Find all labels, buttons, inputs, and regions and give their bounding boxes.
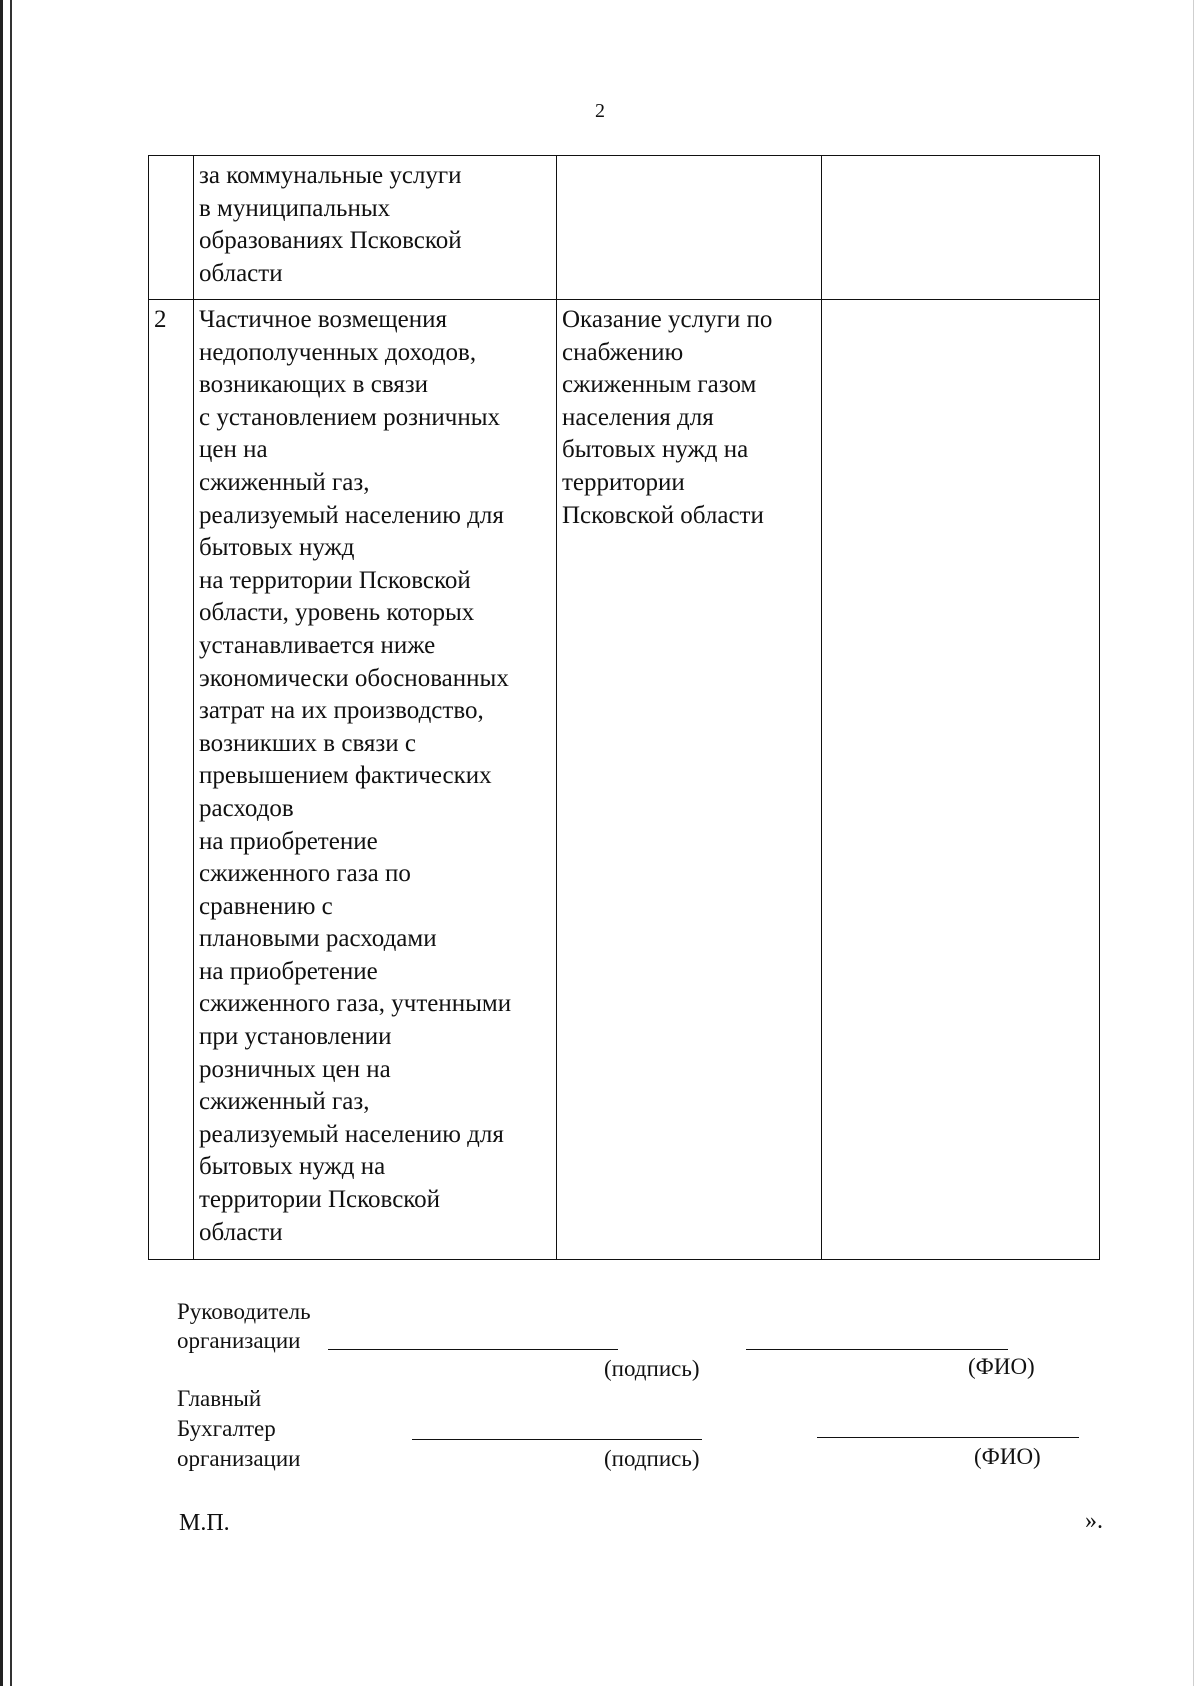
head-label-line2: организации [177,1328,301,1353]
subsidy-table [148,155,1100,1260]
extra-cell [822,300,1100,1260]
head-name-caption: (ФИО) [968,1354,1035,1379]
extra-cell [822,156,1100,300]
closing-quote: ». [1085,1508,1103,1534]
scan-border-left [0,0,3,1686]
accountant-signature-caption: (подпись) [604,1446,700,1471]
purpose-cell: Оказание услуги по снабжению сжиженным газом населения для бытовых нужд на территории Псковской области [557,300,822,1260]
head-signature-caption: (подпись) [604,1356,700,1381]
table-row [149,300,1100,1260]
head-label-line1: Руководитель [177,1299,311,1324]
row-number-cell [149,156,194,300]
purpose-cell [557,156,822,300]
head-signature-line [328,1349,618,1350]
page-number: 2 [595,100,605,122]
accountant-label-line1: Главный [177,1386,262,1411]
scan-border-right [1193,0,1194,1686]
scan-border-left-inner [10,0,12,1686]
subsidy-name-cell: Частичное возмещения недополученных доходов, возникающих в связи с установлением розничных цен на сжиженный газ, реализуемый населению для бытовых нужд на территории Псковской области, уровень которых устанавливается ниже экономически обоснованных затрат на их производство, возникших в связи с превышением фактических расходов на приобретение сжиженного газа по сравнению с плановыми расходами на приобретение сжиженного газа, учтенными при установлении розничных цен на сжиженный газ, реализуемый населению для бытовых нужд на территории Псковской области [194,300,557,1260]
accountant-label-line2: Бухгалтер [177,1416,276,1441]
row-number-cell: 2 [149,300,194,1260]
accountant-label-line3: организации [177,1446,301,1471]
accountant-name-caption: (ФИО) [974,1444,1041,1469]
head-name-line [746,1349,1008,1350]
stamp-placeholder: М.П. [179,1510,230,1536]
accountant-name-line [817,1437,1079,1438]
accountant-signature-line [412,1439,702,1440]
subsidy-name-cell: за коммунальные услуги в муниципальных образованиях Псковской области [194,156,557,300]
table-row [149,156,1100,300]
